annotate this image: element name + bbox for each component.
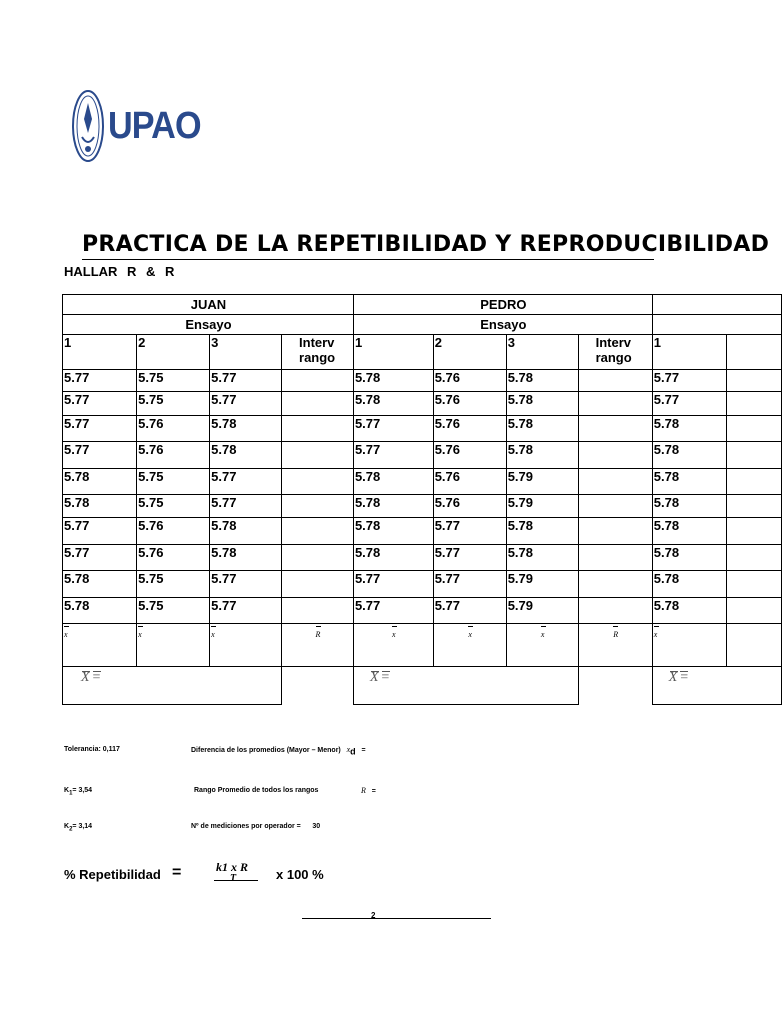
subtitle: HALLAR R & R — [64, 264, 175, 279]
juan-value: 5.75 — [137, 598, 210, 624]
formula-multiplier: x 100 % — [276, 867, 324, 882]
pedro-xbar-2 — [433, 624, 506, 667]
pedro-range-cell — [578, 416, 652, 442]
juan-xbar-2 — [137, 624, 210, 667]
pedro-value: 5.77 — [353, 442, 433, 469]
juan-col-2: 2 — [137, 335, 210, 370]
pedro-value: 5.78 — [353, 518, 433, 545]
juan-value: 5.77 — [210, 571, 282, 598]
pedro-value: 5.76 — [433, 495, 506, 518]
pedro-xbar-3 — [506, 624, 578, 667]
pedro-col-2: 2 — [433, 335, 506, 370]
pedro-value: 5.77 — [353, 416, 433, 442]
pedro-range-cell — [578, 370, 652, 392]
interv-label: Interv — [299, 335, 335, 350]
juan-xbar-3 — [210, 624, 282, 667]
juan-value: 5.77 — [210, 469, 282, 495]
gap-cell — [282, 667, 354, 705]
pedro-value: 5.77 — [433, 518, 506, 545]
juan-value: 5.75 — [137, 370, 210, 392]
juan-value: 5.78 — [63, 469, 137, 495]
pedro-value: 5.77 — [433, 545, 506, 571]
third-cell — [726, 598, 781, 624]
x-bar-symbol: x — [468, 624, 472, 642]
third-cell — [726, 370, 781, 392]
juan-value: 5.77 — [63, 442, 137, 469]
k1-note — [64, 787, 92, 796]
pedro-grand-average — [353, 667, 578, 705]
pedro-range-cell — [578, 545, 652, 571]
page-title: PRACTICA DE LA REPETIBILIDAD Y REPRODUCIBILIDAD — [82, 232, 770, 257]
third-cell — [726, 518, 781, 545]
k2-prefix: K — [64, 823, 70, 830]
pedro-interv-header — [578, 335, 652, 370]
juan-rbar — [282, 624, 354, 667]
pedro-range-cell — [578, 442, 652, 469]
avg-equals: = — [679, 670, 689, 685]
pedro-value: 5.76 — [433, 392, 506, 416]
pedro-value: 5.78 — [506, 518, 578, 545]
r-symbol-note — [361, 786, 376, 795]
diferencia-label: Diferencia de los promedios (Mayor – Menor) — [191, 747, 341, 754]
rango-eq: = — [371, 788, 376, 795]
operator-pedro: PEDRO — [353, 295, 652, 315]
juan-range-cell — [282, 469, 354, 495]
third-cell — [726, 571, 781, 598]
upao-logo — [72, 88, 211, 164]
r-bar-symbol: R — [316, 624, 321, 642]
pedro-value: 5.77 — [353, 598, 433, 624]
juan-range-cell — [282, 598, 354, 624]
juan-col-3: 3 — [210, 335, 282, 370]
xd-subscript: d — [350, 746, 356, 757]
third-cell — [726, 442, 781, 469]
third-cell — [726, 469, 781, 495]
juan-value: 5.78 — [63, 495, 137, 518]
x-bar-symbol: x — [211, 624, 215, 642]
repetibilidad-formula — [64, 860, 364, 904]
juan-value: 5.77 — [63, 545, 137, 571]
avg-equals: = — [380, 670, 390, 685]
juan-value: 5.76 — [137, 442, 210, 469]
juan-value: 5.77 — [210, 598, 282, 624]
juan-value: 5.76 — [137, 518, 210, 545]
x-bar-symbol: x — [392, 624, 396, 642]
juan-value: 5.78 — [210, 416, 282, 442]
pedro-value: 5.76 — [433, 442, 506, 469]
juan-value: 5.75 — [137, 495, 210, 518]
ensayo-pedro: Ensayo — [353, 315, 652, 335]
operator-juan: JUAN — [63, 295, 354, 315]
juan-value: 5.77 — [63, 416, 137, 442]
juan-xbar-1 — [63, 624, 137, 667]
pedro-col-1: 1 — [353, 335, 433, 370]
juan-range-cell — [282, 545, 354, 571]
juan-value: 5.75 — [137, 571, 210, 598]
third-col-2 — [726, 335, 781, 370]
juan-range-cell — [282, 392, 354, 416]
pedro-xbar-1 — [353, 624, 433, 667]
pedro-value: 5.78 — [353, 545, 433, 571]
rango-note: Rango Promedio de todos los rangos — [194, 787, 319, 794]
avg-equals: = — [91, 670, 102, 685]
juan-value: 5.76 — [137, 545, 210, 571]
juan-range-cell — [282, 416, 354, 442]
pedro-value: 5.78 — [353, 392, 433, 416]
pedro-range-cell — [578, 469, 652, 495]
third-grand-average — [652, 667, 781, 705]
juan-col-1: 1 — [63, 335, 137, 370]
x-bar-symbol: x — [64, 624, 68, 642]
logo-text: UPAO — [108, 104, 201, 147]
trial-number-row — [63, 335, 782, 370]
gap-cell — [578, 667, 652, 705]
r-symbol: R — [361, 786, 366, 795]
pedro-value: 5.78 — [506, 370, 578, 392]
tolerancia-note: Tolerancia: 0,117 — [64, 746, 120, 753]
mediciones-note — [191, 823, 320, 830]
diferencia-note — [191, 745, 366, 756]
x-bar-symbol: x — [541, 624, 545, 642]
juan-value: 5.78 — [63, 571, 137, 598]
juan-range-cell — [282, 571, 354, 598]
pedro-value: 5.78 — [506, 416, 578, 442]
third-xbar-1 — [652, 624, 726, 667]
pedro-rbar — [578, 624, 652, 667]
pedro-value: 5.77 — [433, 571, 506, 598]
page-number: 2 — [371, 911, 376, 920]
x-bar-symbol: x — [138, 624, 142, 642]
pedro-value: 5.78 — [353, 370, 433, 392]
pedro-value: 5.79 — [506, 598, 578, 624]
third-value: 5.77 — [652, 392, 726, 416]
pedro-value: 5.78 — [353, 495, 433, 518]
pedro-range-cell — [578, 518, 652, 545]
juan-value: 5.78 — [210, 545, 282, 571]
data-row — [63, 545, 782, 571]
formula-equals: = — [172, 864, 182, 881]
pedro-value: 5.78 — [506, 392, 578, 416]
juan-value: 5.78 — [63, 598, 137, 624]
x-bar-symbol: x — [654, 624, 658, 642]
pedro-value: 5.79 — [506, 571, 578, 598]
operator-header-row — [63, 295, 782, 315]
data-row — [63, 416, 782, 442]
third-value: 5.78 — [652, 545, 726, 571]
x-double-bar-symbol: X — [81, 670, 90, 685]
pedro-range-cell — [578, 598, 652, 624]
pedro-value: 5.76 — [433, 469, 506, 495]
diferencia-eq: = — [361, 747, 366, 754]
k2-value: = 3,14 — [72, 823, 93, 830]
measurement-table-wrapper — [62, 294, 689, 722]
k1-value: = 3,54 — [72, 787, 93, 794]
k1-prefix: K — [64, 787, 70, 794]
pedro-value: 5.76 — [433, 416, 506, 442]
third-value: 5.77 — [652, 370, 726, 392]
third-cell — [726, 545, 781, 571]
juan-interv-header — [282, 335, 354, 370]
juan-value: 5.75 — [137, 469, 210, 495]
pedro-col-3: 3 — [506, 335, 578, 370]
juan-value: 5.78 — [210, 442, 282, 469]
title-underline — [82, 259, 654, 260]
juan-value: 5.77 — [210, 370, 282, 392]
rango-label: rango — [595, 350, 632, 365]
xd-symbol: x — [346, 745, 351, 754]
pedro-range-cell — [578, 392, 652, 416]
pedro-value: 5.79 — [506, 469, 578, 495]
mediciones-label: Nº de mediciones por operador = — [191, 823, 301, 830]
juan-value: 5.77 — [63, 370, 137, 392]
pedro-value: 5.78 — [353, 469, 433, 495]
juan-grand-average — [63, 667, 282, 705]
third-cell — [726, 495, 781, 518]
data-row — [63, 370, 782, 392]
mediciones-value: 30 — [312, 823, 321, 830]
ensayo-juan: Ensayo — [63, 315, 354, 335]
formula-numerator: k1 x R — [216, 860, 249, 874]
formula-denominator: T — [230, 873, 237, 884]
interv-label: Interv — [595, 335, 631, 350]
data-row — [63, 495, 782, 518]
third-value: 5.78 — [652, 495, 726, 518]
ensayo-header-row — [63, 315, 782, 335]
operator-third — [652, 295, 781, 315]
third-cell — [726, 392, 781, 416]
pedro-range-cell — [578, 495, 652, 518]
k1-subscript: 1 — [69, 790, 73, 797]
university-seal-icon — [72, 89, 104, 163]
third-xbar-2 — [726, 624, 781, 667]
third-cell — [726, 416, 781, 442]
data-row — [63, 571, 782, 598]
data-row — [63, 469, 782, 495]
average-row — [63, 667, 782, 705]
juan-range-cell — [282, 370, 354, 392]
juan-value: 5.77 — [210, 495, 282, 518]
third-value: 5.78 — [652, 571, 726, 598]
r-bar-symbol: R — [613, 624, 618, 642]
juan-range-cell — [282, 442, 354, 469]
third-col-1: 1 — [652, 335, 726, 370]
data-row — [63, 442, 782, 469]
pedro-value: 5.78 — [506, 442, 578, 469]
data-row — [63, 598, 782, 624]
data-row — [63, 392, 782, 416]
pedro-value: 5.78 — [506, 545, 578, 571]
juan-value: 5.77 — [63, 518, 137, 545]
third-value: 5.78 — [652, 442, 726, 469]
pedro-value: 5.77 — [353, 571, 433, 598]
footer-rule — [302, 918, 491, 919]
juan-value: 5.77 — [63, 392, 137, 416]
rango-label: rango — [299, 350, 336, 365]
data-row — [63, 518, 782, 545]
pedro-value: 5.76 — [433, 370, 506, 392]
third-value: 5.78 — [652, 518, 726, 545]
third-value: 5.78 — [652, 416, 726, 442]
ensayo-third — [652, 315, 781, 335]
k2-subscript: 2 — [69, 826, 73, 833]
juan-value: 5.78 — [210, 518, 282, 545]
juan-range-cell — [282, 518, 354, 545]
pedro-range-cell — [578, 571, 652, 598]
pedro-value: 5.79 — [506, 495, 578, 518]
third-value: 5.78 — [652, 598, 726, 624]
formula-label: % Repetibilidad — [64, 867, 161, 882]
juan-value: 5.75 — [137, 392, 210, 416]
juan-range-cell — [282, 495, 354, 518]
x-double-bar-symbol: X — [668, 670, 678, 685]
k2-note — [64, 823, 92, 832]
third-value: 5.78 — [652, 469, 726, 495]
juan-value: 5.77 — [210, 392, 282, 416]
measurement-table — [62, 294, 782, 705]
x-double-bar-symbol: X — [369, 670, 379, 685]
pedro-value: 5.77 — [433, 598, 506, 624]
xbar-row — [63, 624, 782, 667]
juan-value: 5.76 — [137, 416, 210, 442]
